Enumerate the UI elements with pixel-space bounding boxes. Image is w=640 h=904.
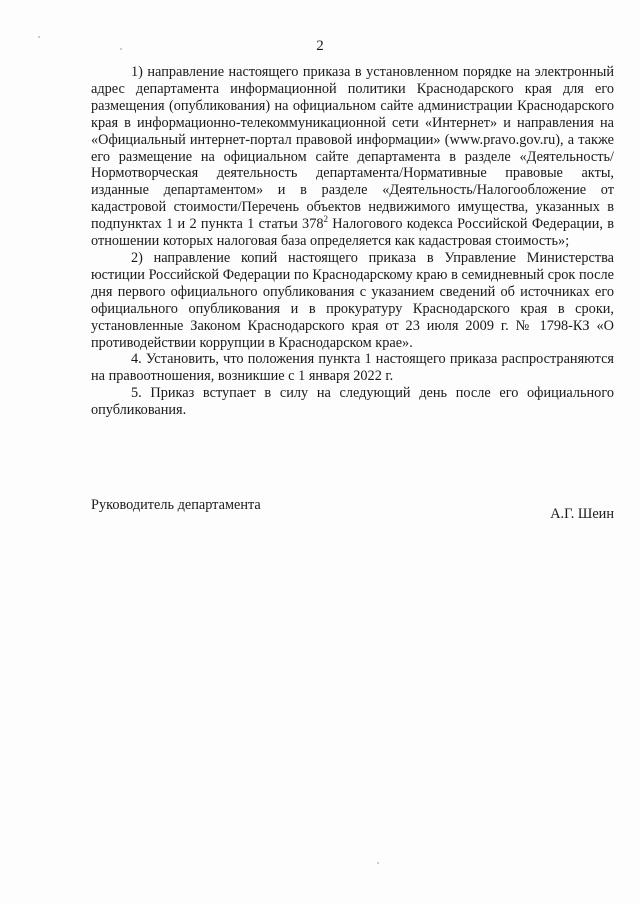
- document-body: [91, 64, 614, 419]
- scan-speck: [120, 48, 122, 50]
- paragraph-1: [91, 64, 614, 250]
- page-number: 2: [316, 38, 324, 54]
- scan-speck: [38, 36, 40, 38]
- signatory-name: А.Г. Шеин: [550, 506, 614, 522]
- paragraph-1-text: 1) направление настоящего приказа в установленном порядке на электронный адрес департамента информационной политики Краснодарского края для его размещения (опубликования) на официальном сайте администрации Краснодарского края в информационно-телекоммуникационной сети «Интернет» и направления на «Официальный интернет-портал правовой информации» (www.pravo.gov.ru), а также его размещение на официальном сайте департамента в разделе «Деятельность/Нормотворческая деятельность департамента/Нормативные правовые акты, изданные департаментом» и в разделе «Деятельность/Налогообложение от кадастровой стоимости/Перечень объектов недвижимого имущества, указанных в подпунктах 1 и 2 пункта 1 статьи 378: [91, 64, 614, 233]
- paragraph-2: 2) направление копий настоящего приказа в Управление Министерства юстиции Российской Федерации по Краснодарскому краю в семидневный срок после дня первого официального опубликования с указанием сведений об источниках его официального опубликования и в прокуратуру Краснодарского края в сроки, установленные Законом Краснодарского края от 23 июля 2009 г. № 1798-КЗ «О противодействии коррупции в Краснодарском крае».: [91, 249, 614, 351]
- scan-speck: [377, 862, 379, 864]
- paragraph-1-text-cont: Налогового кодекса Российской Федерации, в отношении которых налоговая база определяется как кадастровая стоимость»;: [91, 216, 614, 250]
- paragraph-4: 5. Приказ вступает в силу на следующий день после его официального опубликования.: [91, 385, 614, 419]
- paragraph-3: 4. Установить, что положения пункта 1 настоящего приказа распространяются на правоотношения, возникшие с 1 января 2022 г.: [91, 351, 614, 385]
- superscript: 2: [323, 214, 328, 225]
- signatory-title: Руководитель департамента: [91, 497, 261, 513]
